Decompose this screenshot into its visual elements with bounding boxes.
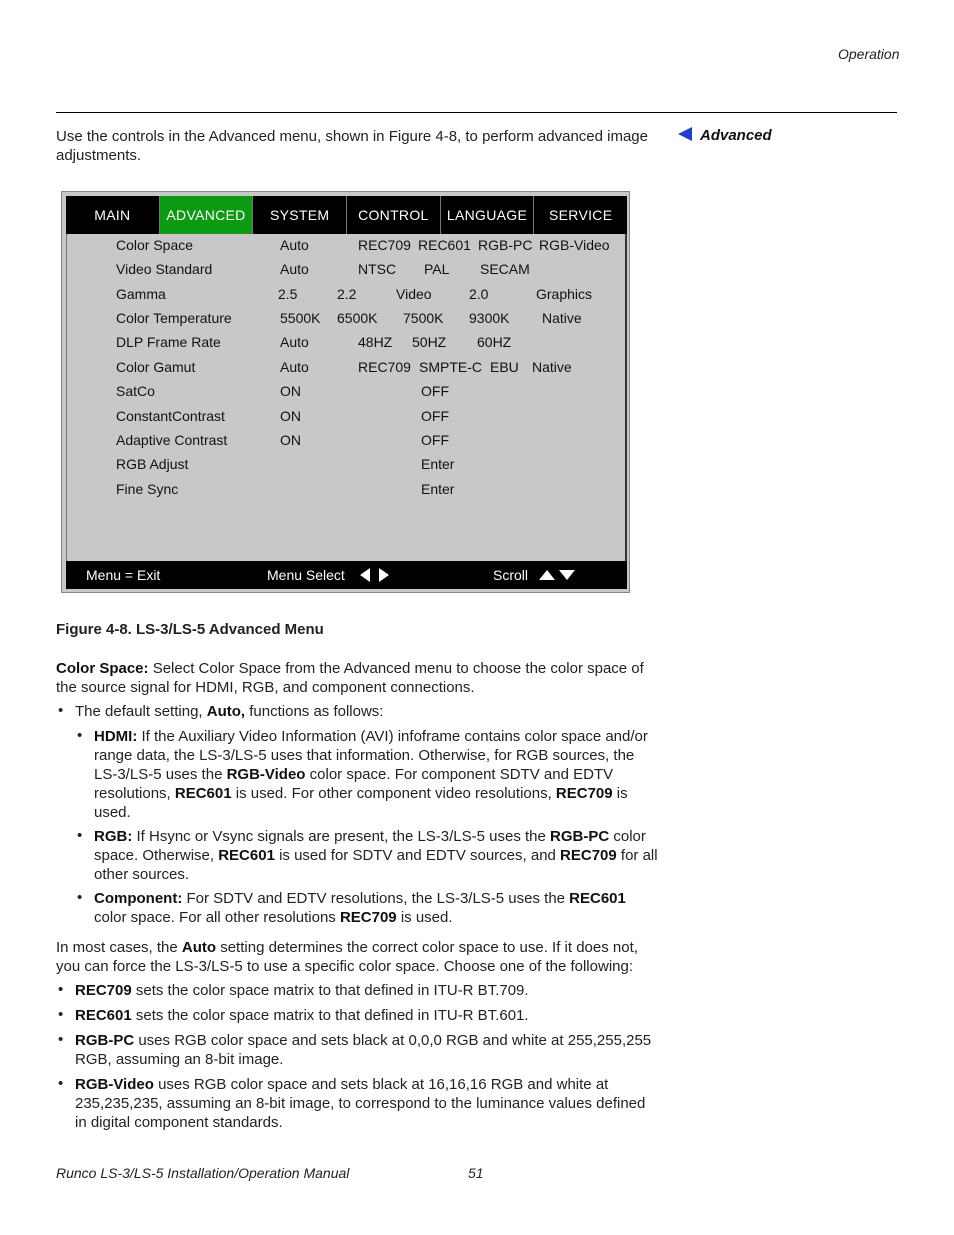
option[interactable]: ON bbox=[280, 383, 301, 399]
option[interactable]: OFF bbox=[421, 432, 449, 448]
option[interactable]: EBU bbox=[490, 359, 519, 375]
row-label: Adaptive Contrast bbox=[116, 432, 228, 448]
arrow-up-icon bbox=[539, 570, 555, 580]
text: color space. Otherwise, bbox=[94, 828, 646, 864]
option[interactable]: 9300K bbox=[469, 310, 510, 326]
option[interactable]: 7500K bbox=[403, 310, 444, 326]
tab-main[interactable]: MAIN bbox=[66, 196, 160, 234]
rgb-video-item bbox=[75, 1075, 661, 1132]
bullet: • bbox=[77, 727, 83, 744]
row-label: Fine Sync bbox=[116, 481, 179, 497]
menu-tab-bar bbox=[66, 196, 627, 234]
tab-language[interactable]: LANGUAGE bbox=[441, 196, 535, 234]
menu-row-fine-sync[interactable] bbox=[67, 478, 627, 502]
manual-title-footer: Runco LS-3/LS-5 Installation/Operation Manual bbox=[56, 1165, 350, 1181]
option[interactable]: 2.5 bbox=[278, 286, 298, 302]
menu-row-color-space[interactable] bbox=[67, 234, 627, 258]
menu-row-adaptive-contrast[interactable] bbox=[67, 429, 627, 453]
menu-row-color-temperature[interactable] bbox=[67, 307, 627, 331]
arrow-right-icon bbox=[379, 568, 389, 582]
tab-system[interactable]: SYSTEM bbox=[253, 196, 347, 234]
bullet: • bbox=[77, 889, 83, 906]
bullet: • bbox=[58, 1075, 64, 1092]
option[interactable]: SECAM bbox=[480, 261, 530, 277]
default-setting-item bbox=[75, 702, 661, 721]
text: uses RGB color space and sets black at 16,16,16 RGB and white at 235,235,235, assuming an 8-bit image, to correspond to the luminance values defined in digital component standards. bbox=[75, 1076, 646, 1131]
page-number: 51 bbox=[468, 1165, 484, 1181]
rgb-item bbox=[94, 827, 661, 884]
option[interactable]: NTSC bbox=[358, 261, 397, 277]
menu-exit-hint: Menu = Exit bbox=[86, 567, 161, 583]
bullet: • bbox=[58, 702, 64, 719]
option[interactable]: 5500K bbox=[280, 310, 321, 326]
menu-row-video-standard[interactable] bbox=[67, 258, 627, 282]
running-header: Operation bbox=[838, 46, 900, 62]
arrow-left-icon bbox=[360, 568, 370, 582]
option[interactable]: 60HZ bbox=[477, 334, 512, 350]
row-label: ConstantContrast bbox=[116, 408, 225, 424]
color-space-paragraph bbox=[56, 659, 661, 697]
advanced-menu-figure bbox=[61, 191, 630, 593]
menu-footer-bar bbox=[66, 561, 627, 589]
text: Select Color Space from the Advanced menu to choose the color space of the source signal for HDMI, RGB, and component connections. bbox=[56, 660, 644, 696]
text: sets the color space matrix to that defined in ITU-R BT.601. bbox=[131, 1007, 529, 1024]
option[interactable]: OFF bbox=[421, 408, 449, 424]
option[interactable]: 2.0 bbox=[469, 286, 489, 302]
text: is used. For other component video resolutions, bbox=[231, 785, 556, 802]
option[interactable]: REC601 bbox=[418, 237, 471, 253]
term: Component: bbox=[94, 890, 183, 907]
intro-paragraph: Use the controls in the Advanced menu, shown in Figure 4-8, to perform advanced image adjustments. bbox=[56, 128, 648, 164]
tab-advanced[interactable]: ADVANCED bbox=[160, 196, 254, 234]
option[interactable]: Native bbox=[542, 310, 582, 326]
term: RGB: bbox=[94, 828, 133, 845]
option[interactable]: Enter bbox=[421, 481, 455, 497]
row-label: RGB Adjust bbox=[116, 456, 189, 472]
text: is used. bbox=[396, 909, 453, 926]
term: Auto, bbox=[206, 703, 246, 720]
term: REC601 bbox=[75, 1007, 132, 1024]
option[interactable]: ON bbox=[280, 432, 301, 448]
header-rule bbox=[56, 112, 897, 113]
rec601-item bbox=[75, 1006, 661, 1025]
option[interactable]: REC709 bbox=[358, 237, 411, 253]
term: HDMI: bbox=[94, 728, 138, 745]
text: is used. bbox=[94, 785, 628, 821]
side-heading-label: Advanced bbox=[700, 127, 772, 144]
menu-row-rgb-adjust[interactable] bbox=[67, 453, 627, 477]
text: If Hsync or Vsync signals are present, the LS-3/LS-5 uses the bbox=[132, 828, 551, 845]
term: REC601 bbox=[569, 890, 626, 907]
text: setting determines the correct color space to use. If it does not, you can force the LS-3/LS-5 to use a specific color space. Choose one of the following: bbox=[56, 939, 638, 975]
option[interactable]: 2.2 bbox=[337, 286, 357, 302]
text: color space. For all other resolutions bbox=[94, 909, 340, 926]
text: In most cases, the bbox=[56, 939, 182, 956]
tab-service[interactable]: SERVICE bbox=[549, 207, 613, 223]
row-label: Color Gamut bbox=[116, 359, 196, 375]
term: REC709 bbox=[555, 785, 613, 802]
option[interactable]: Native bbox=[532, 359, 572, 375]
option[interactable]: Auto bbox=[280, 237, 309, 253]
option[interactable]: REC709 bbox=[358, 359, 411, 375]
rgb-pc-item bbox=[75, 1031, 661, 1069]
side-heading bbox=[678, 127, 772, 144]
hdmi-item bbox=[94, 727, 661, 822]
term: RGB-Video bbox=[75, 1076, 154, 1093]
term: Color Space: bbox=[56, 660, 149, 677]
option[interactable]: Video bbox=[396, 286, 432, 302]
text: for all other sources. bbox=[94, 847, 658, 883]
menu-row-satco[interactable] bbox=[67, 380, 627, 404]
option[interactable]: Enter bbox=[421, 456, 455, 472]
option[interactable]: RGB-PC bbox=[478, 237, 533, 253]
option[interactable]: Auto bbox=[280, 334, 309, 350]
component-item bbox=[94, 889, 661, 927]
term: RGB-PC bbox=[550, 828, 610, 845]
menu-select-hint: Menu Select bbox=[267, 567, 345, 583]
row-label: Gamma bbox=[116, 286, 166, 302]
term: REC709 bbox=[560, 847, 617, 864]
menu-row-dlp-frame-rate[interactable] bbox=[67, 331, 627, 355]
bullet: • bbox=[58, 1031, 64, 1048]
figure-caption: Figure 4-8. LS-3/LS-5 Advanced Menu bbox=[56, 621, 324, 638]
term: REC601 bbox=[218, 847, 275, 864]
option[interactable]: ON bbox=[280, 408, 301, 424]
menu-panel bbox=[66, 234, 627, 561]
row-label: DLP Frame Rate bbox=[116, 334, 221, 350]
arrow-left-icon bbox=[678, 127, 692, 141]
term: REC601 bbox=[174, 785, 232, 802]
row-label: Color Temperature bbox=[116, 310, 232, 326]
option[interactable]: Auto bbox=[280, 261, 309, 277]
option[interactable]: Auto bbox=[280, 359, 309, 375]
scroll-hint: Scroll bbox=[493, 567, 529, 583]
text: functions as follows: bbox=[245, 703, 384, 720]
term: Auto bbox=[181, 939, 217, 956]
option[interactable]: 48HZ bbox=[358, 334, 393, 350]
row-label: SatCo bbox=[116, 383, 155, 399]
option[interactable]: 50HZ bbox=[412, 334, 447, 350]
row-label: Color Space bbox=[116, 237, 194, 253]
option[interactable]: OFF bbox=[421, 383, 449, 399]
option[interactable]: 6500K bbox=[337, 310, 378, 326]
bullet: • bbox=[58, 981, 64, 998]
text: The default setting, bbox=[75, 703, 207, 720]
menu-row-constant-contrast[interactable] bbox=[67, 405, 627, 429]
text: uses RGB color space and sets black at 0,0,0 RGB and white at 255,255,255 RGB, assuming an 8-bit image. bbox=[75, 1032, 652, 1068]
arrow-down-icon bbox=[559, 570, 575, 580]
term: RGB-PC bbox=[75, 1032, 135, 1049]
bullet: • bbox=[58, 1006, 64, 1023]
rec709-item bbox=[75, 981, 661, 1000]
menu-row-color-gamut[interactable] bbox=[67, 356, 627, 380]
option[interactable]: SMPTE-C bbox=[419, 359, 482, 375]
option[interactable]: RGB-Video bbox=[539, 237, 610, 253]
text: color space. For component SDTV and EDTV resolutions, bbox=[94, 766, 614, 802]
tab-control[interactable]: CONTROL bbox=[347, 196, 441, 234]
text: sets the color space matrix to that defined in ITU-R BT.709. bbox=[131, 982, 529, 999]
menu-row-gamma[interactable] bbox=[67, 283, 627, 307]
text: If the Auxiliary Video Information (AVI) infoframe contains color space and/or range data, the LS-3/LS-5 uses that information. Otherwise, for RGB sources, the LS-3/LS-5 uses the bbox=[94, 728, 648, 783]
text: is used for SDTV and EDTV sources, and bbox=[274, 847, 561, 864]
text: For SDTV and EDTV resolutions, the LS-3/LS-5 uses the bbox=[182, 890, 570, 907]
most-cases-paragraph bbox=[56, 938, 661, 976]
row-label: Video Standard bbox=[116, 261, 213, 277]
term: REC709 bbox=[75, 982, 132, 999]
term: RGB-Video bbox=[226, 766, 306, 783]
option[interactable]: Graphics bbox=[536, 286, 593, 302]
bullet: • bbox=[77, 827, 83, 844]
option[interactable]: PAL bbox=[424, 261, 450, 277]
term: REC709 bbox=[339, 909, 397, 926]
